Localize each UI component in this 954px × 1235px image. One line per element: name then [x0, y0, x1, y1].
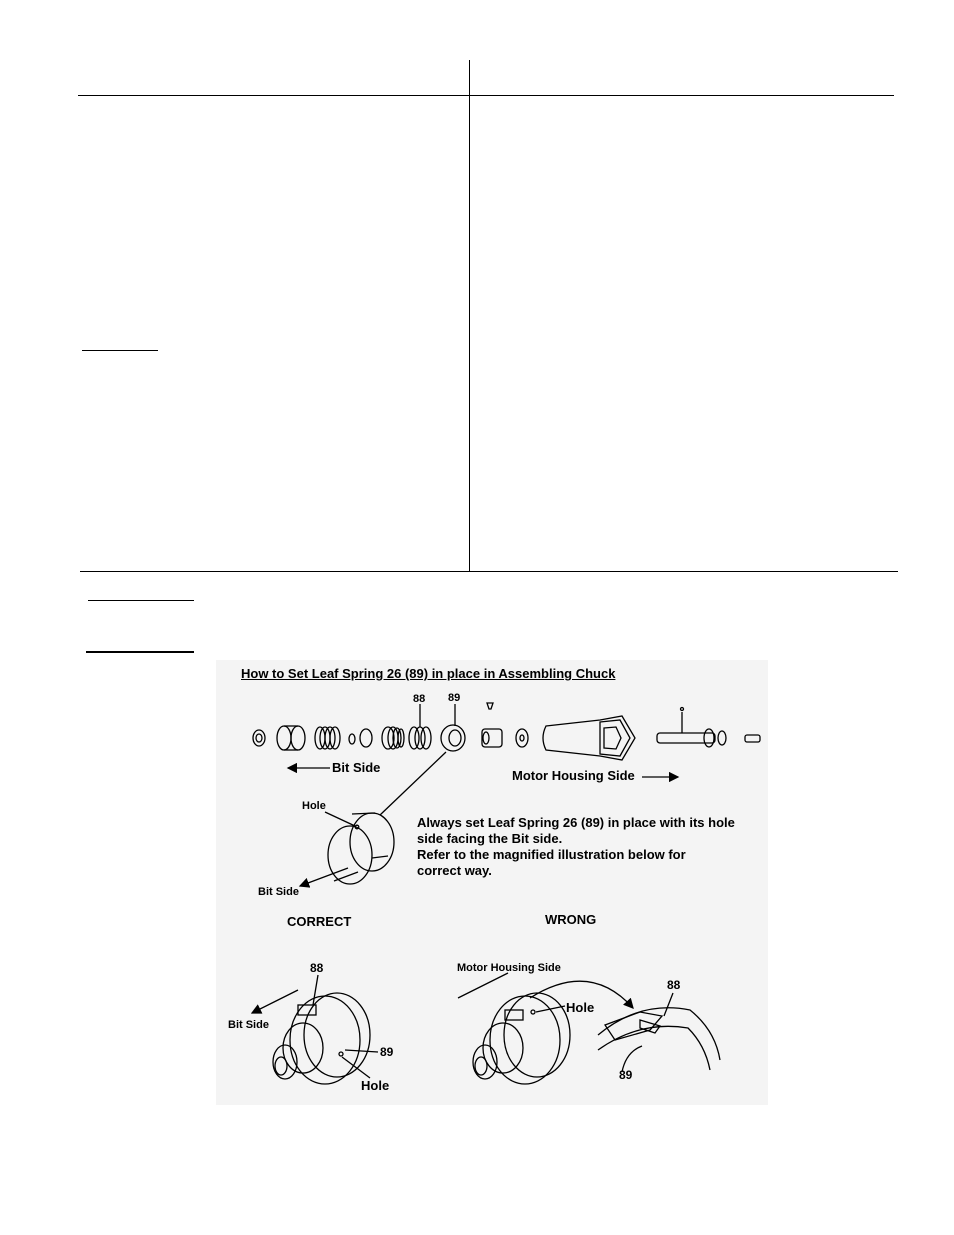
- bit-side-arrow-2: [300, 868, 348, 886]
- wrong-hole-label: Hole: [566, 1000, 595, 1015]
- correct-callout-88: 88: [310, 961, 324, 975]
- wrong-motor-housing-side-label: Motor Housing Side: [457, 962, 561, 974]
- leaf-spring-magnified: [328, 813, 394, 884]
- part-shaft: [657, 708, 726, 748]
- part-sleeve: [277, 726, 305, 750]
- correct-bit-side-label: Bit Side: [228, 1019, 269, 1031]
- correct-bit-side-arrow: [252, 990, 298, 1013]
- part-89-leaf-spring: [441, 704, 465, 751]
- wrong-motor-side-arrow: [458, 973, 508, 998]
- part-small-screw: [487, 703, 493, 709]
- part-tip: [745, 735, 760, 742]
- part-retaining-ring: [253, 730, 265, 746]
- hole-leader: [325, 812, 355, 826]
- part-small-ring: [349, 734, 355, 744]
- part-spring: [315, 727, 340, 749]
- wrong-callout-88: 88: [667, 978, 681, 992]
- figure-title: How to Set Leaf Spring 26 (89) in place in Assembling Chuck: [241, 666, 616, 681]
- wrong-assembly-drawing: [473, 993, 570, 1084]
- instruction-line-3: Refer to the magnified illustration below for: [417, 847, 686, 862]
- wrong-callout-89: 89: [619, 1068, 633, 1082]
- hole-label: Hole: [302, 800, 326, 812]
- part-cap: [382, 727, 404, 749]
- part-front-housing: [543, 716, 635, 760]
- bit-side-label: Bit Side: [258, 886, 299, 898]
- motor-housing-side-direction-label: Motor Housing Side: [512, 768, 635, 783]
- instruction-line-2: side facing the Bit side.: [417, 831, 563, 846]
- correct-89-leader: [345, 1050, 378, 1052]
- part-o-ring: [360, 729, 372, 747]
- correct-callout-89: 89: [380, 1045, 394, 1059]
- magnify-leader: [380, 752, 446, 815]
- correct-assembly-drawing: [273, 993, 370, 1084]
- part-gear: [516, 729, 528, 747]
- wrong-label: WRONG: [545, 912, 597, 927]
- wrong-detail-drawing: [598, 993, 720, 1072]
- instruction-line-1: Always set Leaf Spring 26 (89) in place with its hole: [417, 815, 735, 830]
- callout-88: 88: [413, 693, 426, 705]
- callout-89: 89: [448, 692, 461, 704]
- part-88-spring: [409, 704, 431, 749]
- instruction-line-4: correct way.: [417, 863, 492, 878]
- wrong-hole-leader: [536, 1006, 565, 1012]
- bit-side-direction-label: Bit Side: [332, 760, 381, 775]
- part-chuck-body: [482, 729, 502, 747]
- correct-label: CORRECT: [287, 914, 352, 929]
- correct-hole-label: Hole: [361, 1078, 390, 1093]
